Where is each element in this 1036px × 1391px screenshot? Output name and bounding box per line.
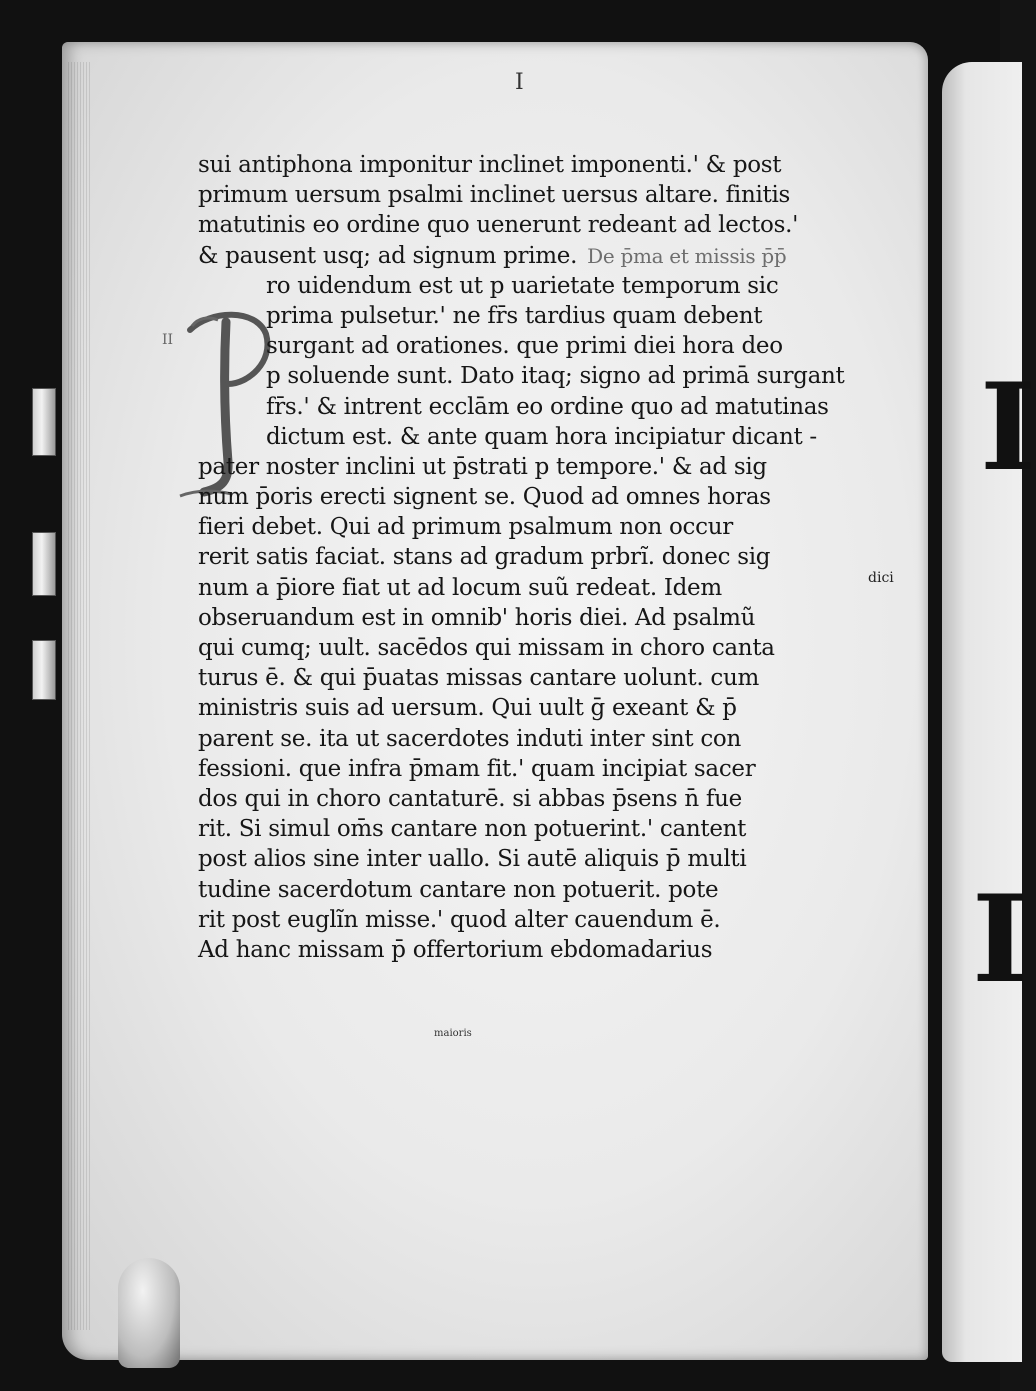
text-line: ministris suis ad uersum. Qui uult ḡ exeant & p̄ [198,695,737,722]
text-line: p soluende sunt. Dato itaq; signo ad primā surgant [266,363,845,390]
text-line: fr̄s.' & intrent ecclām eo ordine quo ad matutinas [266,393,829,420]
text-line: pater noster inclini ut p̄strati p tempore.' & ad sig [198,453,767,480]
text-line: sui antiphona imponitur inclinet imponenti.' & post [198,152,782,178]
text-line: num p̄oris erecti signent se. Quod ad omnes horas [198,484,771,511]
page-tab-marker [32,388,56,456]
text-line: rerit satis faciat. stans ad gradum prbrĩ. donec sig [198,544,771,571]
text-line: tudine sacerdotum cantare non potuerit. pote [198,876,719,903]
rubric-heading: De p̄ma et missis p̄p̄ [587,243,787,268]
text-line: prima pulsetur.' ne fr̄s tardius quam debent [266,302,763,329]
main-text-block [198,150,858,965]
text-line: obseruandum est in omnib' horis diei. Ad psalmũ [198,604,756,631]
text-line: rit. Si simul om̄s cantare non potuerint.' cantent [198,816,747,843]
facing-page [942,62,1022,1362]
text-line: ro uidendum est ut p uarietate temporum sic [266,272,779,299]
text-line: surgant ad orationes. que primi diei hora deo [266,333,783,360]
text-line: dictum est. & ante quam hora incipiatur dicant - [266,423,817,450]
text-line: matutinis eo ordine quo uenerunt redeant ad lectos.' [198,212,799,239]
page-tab-marker [32,640,56,700]
text-line: rit post euglĩn misse.' quod alter cauendum ē. [198,906,721,933]
text-line: dos qui in choro cantaturē. si abbas p̄sens n̄ fue [198,785,742,812]
text-line: post alios sine inter uallo. Si autē aliquis p̄ multi [198,846,747,873]
text-line: num a p̄iore fiat ut ad locum suũ redeat. Idem [198,574,722,601]
text-line: & pausent usq; ad signum prime. [198,242,578,269]
text-line: fieri debet. Qui ad primum psalmum non occur [198,514,733,541]
facing-page-initial: I [980,357,1036,498]
folio-number: I [515,70,524,95]
interlinear-gloss: maioris [434,1028,472,1039]
holding-thumb [118,1258,180,1368]
text-line: parent se. ita ut sacerdotes induti inter sint con [198,725,741,752]
text-line: fessioni. que infra p̄mam fit.' quam incipiat sacer [198,755,756,782]
facing-page-initial: I [972,869,1029,1010]
text-line-with-rubric [198,241,858,271]
text-line: Ad hanc missam p̄ offertorium ebdomadarius [198,936,713,963]
text-line: turus ē. & qui p̄uatas missas cantare uolunt. cum [198,665,760,692]
text-line: primum uersum psalmi inclinet uersus altare. finitis [198,182,791,209]
text-line: qui cumq; uult. sacēdos qui missam in choro canta [198,635,775,661]
margin-note-dici: dici [868,570,894,586]
page-tab-marker [32,532,56,596]
margin-section-number: II [162,332,174,348]
